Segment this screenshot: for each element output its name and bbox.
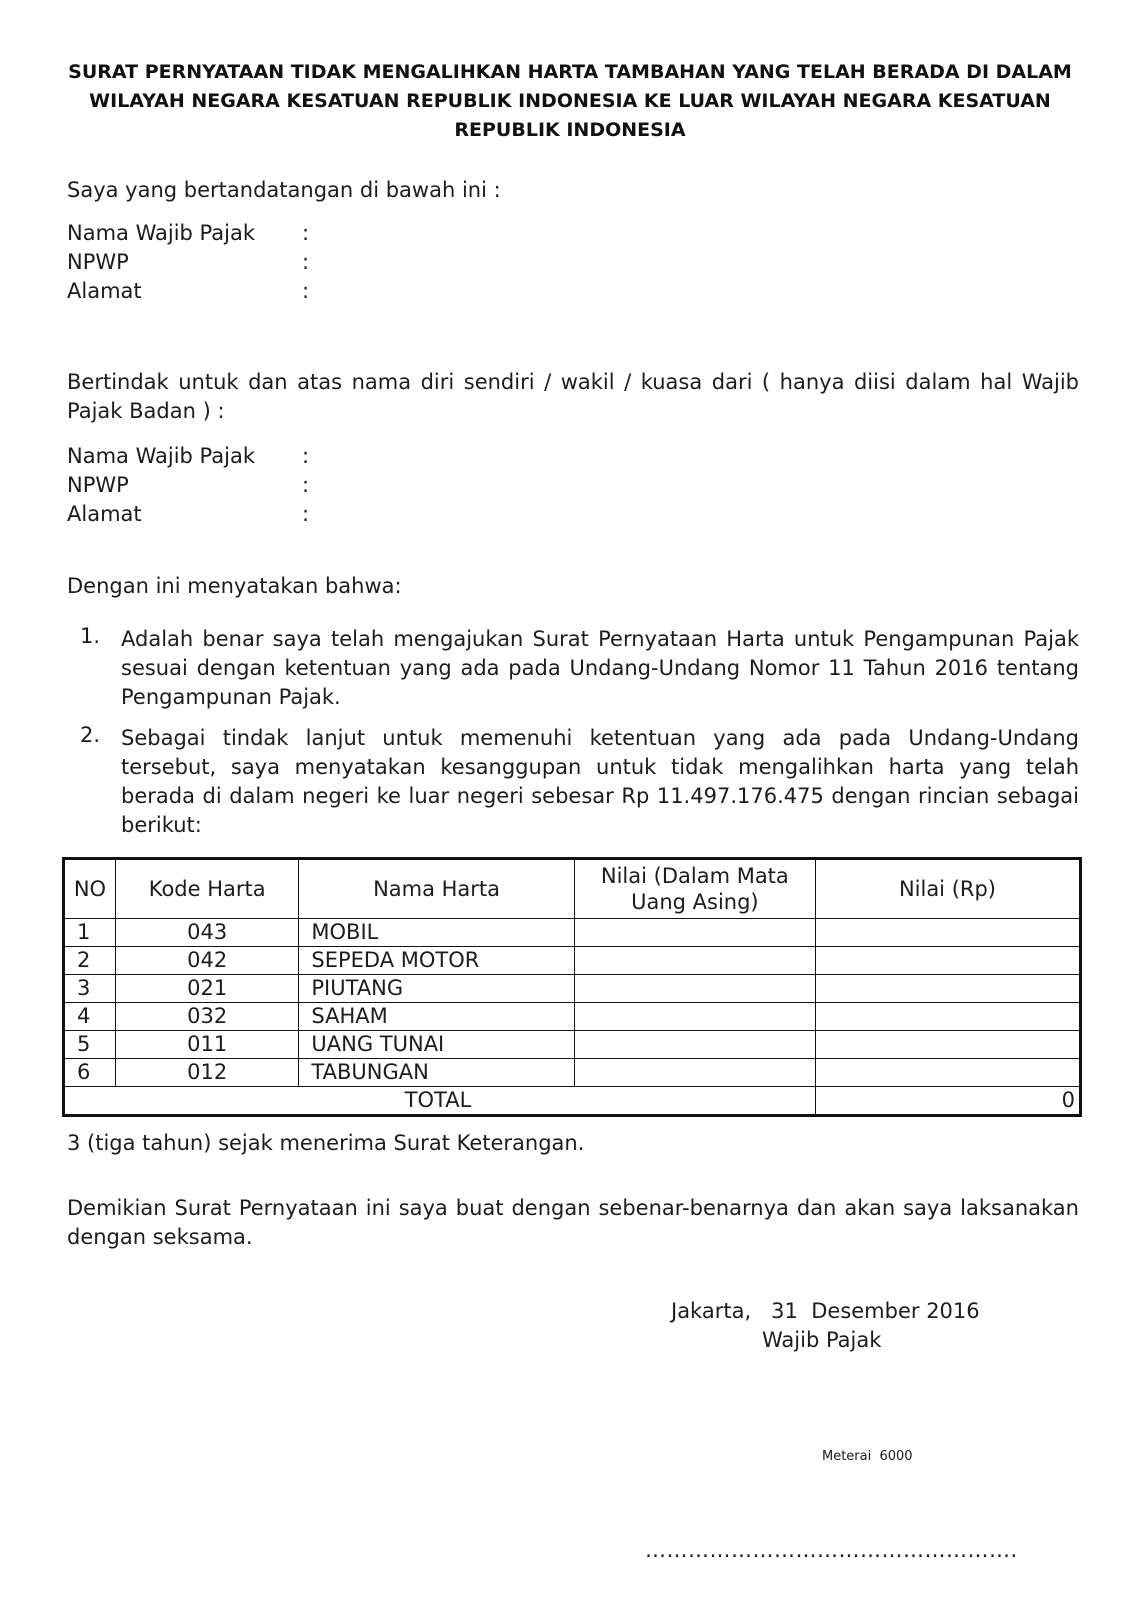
field-label: Alamat [67, 279, 142, 303]
menyatakan-text: Dengan ini menyatakan bahwa: [67, 574, 402, 598]
point-1-number: 1. [80, 624, 101, 648]
cell-nilai-asing [574, 1031, 815, 1059]
bertindak-text: Bertindak untuk dan atas nama diri sendiri / wakil / kuasa dari ( hanya diisi dalam hal Wajib Pajak Badan ) : [67, 370, 1079, 423]
field-npwp [67, 248, 309, 277]
table-row [64, 1059, 1081, 1087]
header-nilai-asing: Nilai (Dalam Mata Uang Asing) [574, 859, 815, 919]
meterai-label: Meterai 6000 [822, 1449, 913, 1464]
cell-nama: TABUNGAN [299, 1059, 574, 1087]
header-kode-harta: Kode Harta [115, 859, 298, 919]
header-no: NO [64, 859, 116, 919]
field-alamat [67, 277, 309, 306]
cell-no: 3 [64, 975, 116, 1003]
table-header-row [64, 859, 1081, 919]
document-title [60, 58, 1080, 145]
field-colon: : [302, 444, 310, 468]
cell-nilai-rp [815, 1059, 1080, 1087]
cell-nilai-asing [574, 947, 815, 975]
title-line-3: REPUBLIK INDONESIA [454, 119, 686, 141]
intro-text: Saya yang bertandatangan di bawah ini : [67, 178, 501, 202]
demikian-text: Demikian Surat Pernyataan ini saya buat dengan sebenar-benarnya dan akan saya laksanakan dengan seksama. [67, 1196, 1079, 1249]
cell-kode: 012 [115, 1059, 298, 1087]
cell-kode: 032 [115, 1003, 298, 1031]
cell-nama: MOBIL [299, 919, 574, 947]
title-line-2: WILAYAH NEGARA KESATUAN REPUBLIK INDONESIA KE LUAR WILAYAH NEGARA KESATUAN [89, 90, 1051, 112]
cell-kode: 042 [115, 947, 298, 975]
field-label: Nama Wajib Pajak [67, 444, 255, 468]
field-label: NPWP [67, 473, 129, 497]
field-nama-wajib-pajak-badan [67, 442, 309, 471]
field-colon: : [302, 502, 310, 526]
signature-line: ……………………………………………. [645, 1538, 1018, 1562]
cell-no: 2 [64, 947, 116, 975]
cell-no: 5 [64, 1031, 116, 1059]
total-value: 0 [815, 1087, 1080, 1116]
point-2-number: 2. [80, 723, 101, 747]
title-line-1: SURAT PERNYATAAN TIDAK MENGALIHKAN HARTA TAMBAHAN YANG TELAH BERADA DI DALAM [68, 61, 1072, 83]
field-colon: : [302, 221, 310, 245]
place-date: Jakarta, 31 Desember 2016 [671, 1299, 980, 1323]
header-nilai-rp: Nilai (Rp) [815, 859, 1080, 919]
cell-nama: UANG TUNAI [299, 1031, 574, 1059]
table-row [64, 1031, 1081, 1059]
cell-no: 6 [64, 1059, 116, 1087]
header-nama-harta: Nama Harta [299, 859, 574, 919]
point-2-text: Sebagai tindak lanjut untuk memenuhi ketentuan yang ada pada Undang-Undang tersebut, saya menyatakan kesanggupan untuk tidak mengalihkan harta yang telah berada di dalam negeri ke luar negeri sebesar Rp 11.497.176.475 dengan rincian sebagai berikut: [121, 726, 1079, 837]
cell-nilai-asing [574, 919, 815, 947]
cell-no: 1 [64, 919, 116, 947]
field-label: NPWP [67, 250, 129, 274]
field-label: Nama Wajib Pajak [67, 221, 255, 245]
cell-nama: PIUTANG [299, 975, 574, 1003]
harta-table [62, 857, 1082, 1117]
signer-label: Wajib Pajak [762, 1328, 882, 1352]
cell-nilai-rp [815, 919, 1080, 947]
field-colon: : [302, 250, 310, 274]
total-label: TOTAL [64, 1087, 816, 1116]
table-row [64, 919, 1081, 947]
cell-nilai-asing [574, 1003, 815, 1031]
field-colon: : [302, 279, 310, 303]
cell-nilai-asing [574, 975, 815, 1003]
table-row [64, 975, 1081, 1003]
cell-nama: SAHAM [299, 1003, 574, 1031]
table-row [64, 1003, 1081, 1031]
cell-nilai-rp [815, 975, 1080, 1003]
cell-kode: 021 [115, 975, 298, 1003]
cell-nilai-rp [815, 1003, 1080, 1031]
field-npwp-badan [67, 471, 309, 500]
field-nama-wajib-pajak [67, 219, 309, 248]
cell-nilai-asing [574, 1059, 815, 1087]
after-table-text: 3 (tiga tahun) sejak menerima Surat Keterangan. [67, 1131, 585, 1155]
cell-no: 4 [64, 1003, 116, 1031]
cell-nilai-rp [815, 947, 1080, 975]
table-row [64, 947, 1081, 975]
field-colon: : [302, 473, 310, 497]
cell-nilai-rp [815, 1031, 1080, 1059]
field-label: Alamat [67, 502, 142, 526]
point-1-text: Adalah benar saya telah mengajukan Surat Pernyataan Harta untuk Pengampunan Pajak sesuai dengan ketentuan yang ada pada Undang-Undang Nomor 11 Tahun 2016 tentang Pengampunan Pajak. [121, 627, 1079, 709]
cell-kode: 043 [115, 919, 298, 947]
table-total-row [64, 1087, 1081, 1116]
cell-nama: SEPEDA MOTOR [299, 947, 574, 975]
cell-kode: 011 [115, 1031, 298, 1059]
field-alamat-badan [67, 500, 309, 529]
